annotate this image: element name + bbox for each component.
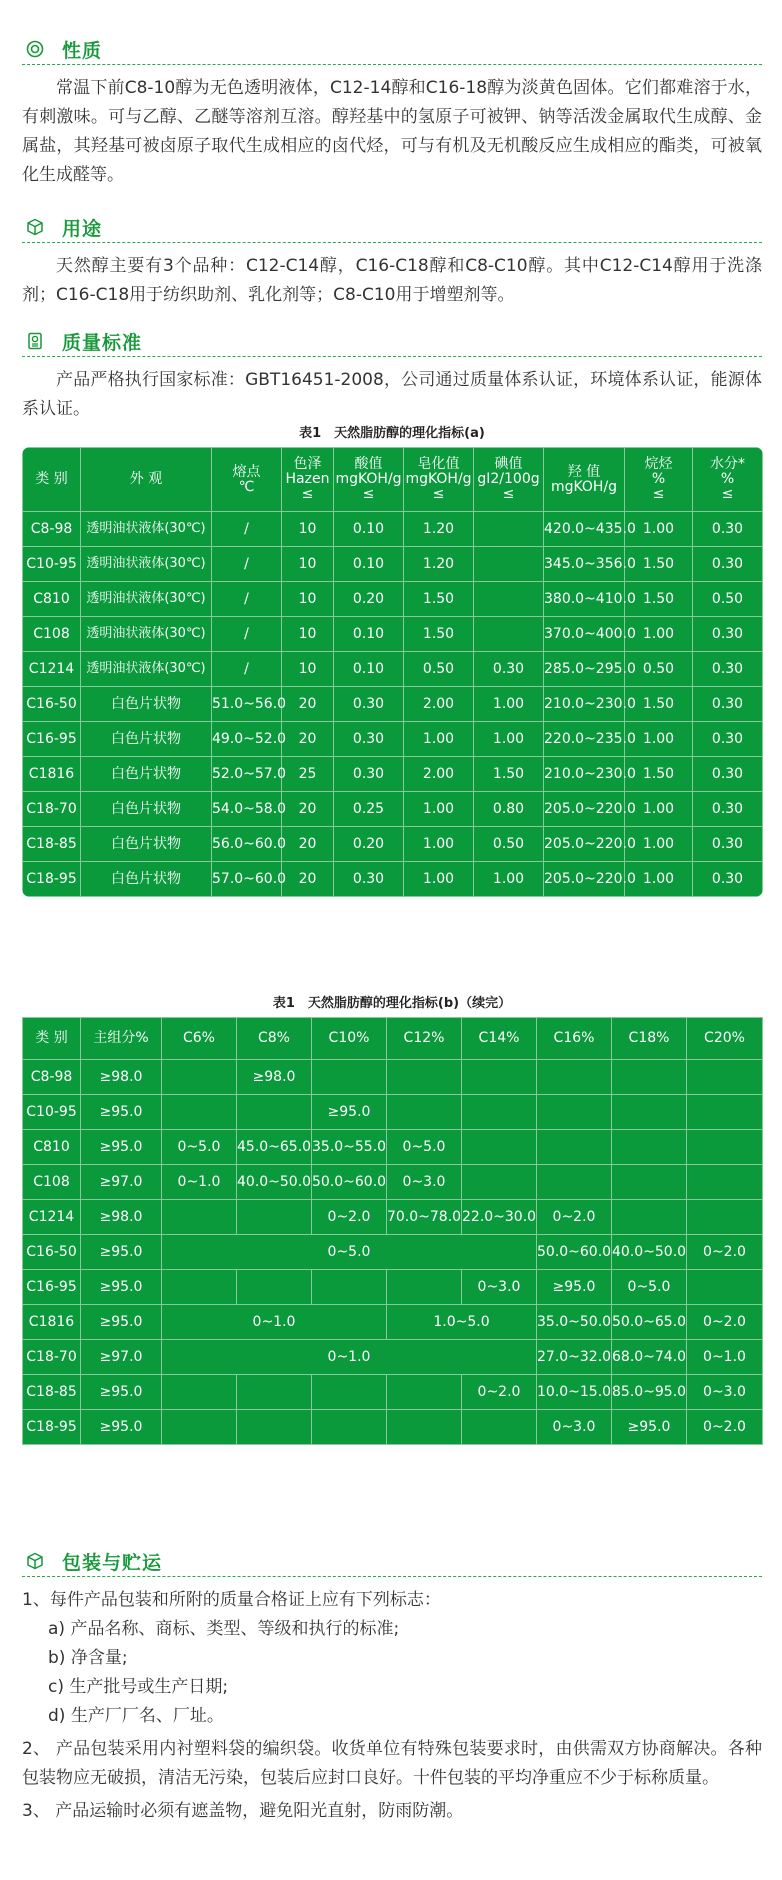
table-cell: 0.30: [693, 687, 763, 722]
table-cell: 1.50: [404, 582, 474, 617]
table-a-caption: 表1 天然脂肪醇的理化指标(a): [299, 426, 485, 441]
table-cell: 0~3.0: [387, 1165, 462, 1200]
section-title: 用途: [62, 218, 103, 240]
table-cell: 205.0~220.0: [544, 862, 625, 897]
column-header: 类 别: [23, 448, 81, 512]
table-cell: 0~5.0: [387, 1130, 462, 1165]
table-cell: 10: [282, 617, 334, 652]
table-cell: ≥97.0: [81, 1340, 162, 1375]
table-cell: [687, 1095, 763, 1130]
table-cell: 白色片状物: [81, 862, 212, 897]
table-cell: 1.00: [625, 827, 693, 862]
table-cell: 370.0~400.0: [544, 617, 625, 652]
table-cell: 56.0~60.0: [212, 827, 282, 862]
table-header-row: [23, 1018, 763, 1060]
table-cell: 0~1.0: [162, 1305, 387, 1340]
row-category: C16-95: [23, 1270, 81, 1305]
table-cell: 20: [282, 792, 334, 827]
quality-text: 产品严格执行国家标准：GBT16451-2008，公司通过质量体系认证，环境体系认证，能源体系认证。: [22, 370, 762, 419]
table-cell: 0.10: [334, 652, 404, 687]
table-cell: 0~2.0: [687, 1235, 763, 1270]
row-category: C16-50: [23, 687, 81, 722]
table-row: [23, 722, 763, 757]
table-cell: 27.0~32.0: [537, 1340, 612, 1375]
section-header-properties: [22, 34, 762, 65]
table-cell: 0~2.0: [462, 1375, 537, 1410]
column-header: C20%: [687, 1018, 763, 1060]
table-row: [23, 1305, 763, 1340]
table-cell: [312, 1375, 387, 1410]
table-cell: ≥95.0: [81, 1095, 162, 1130]
table-cell: 68.0~74.0: [612, 1340, 687, 1375]
table-cell: 0.30: [693, 652, 763, 687]
table-b-caption: 表1 天然脂肪醇的理化指标(b)（续完）: [272, 996, 512, 1011]
table-cell: 0.30: [334, 687, 404, 722]
table-cell: ≥95.0: [81, 1375, 162, 1410]
table-row: [23, 827, 763, 862]
table-cell: 1.00: [625, 792, 693, 827]
packaging-list: [22, 1586, 762, 1826]
table-cell: [537, 1060, 612, 1095]
packaging-item-1: 1、每件产品包装和所附的质量合格证上应有下列标志：: [22, 1590, 441, 1610]
table-cell: [387, 1410, 462, 1445]
table-cell: 49.0~52.0: [212, 722, 282, 757]
table-cell: 0~3.0: [687, 1375, 763, 1410]
table-cell: [312, 1410, 387, 1445]
table-cell: 1.50: [625, 547, 693, 582]
table-cell: 35.0~50.0: [537, 1305, 612, 1340]
table-cell: ≥97.0: [81, 1165, 162, 1200]
table-cell: 205.0~220.0: [544, 792, 625, 827]
row-category: C18-70: [23, 792, 81, 827]
table-cell: [237, 1375, 312, 1410]
table-row: [23, 792, 763, 827]
column-header: 水分* % ≤: [693, 448, 763, 512]
table-cell: 10: [282, 547, 334, 582]
table-row: [23, 1410, 763, 1445]
table-cell: 0.20: [334, 827, 404, 862]
table-cell: 85.0~95.0: [612, 1375, 687, 1410]
table-cell: 285.0~295.0: [544, 652, 625, 687]
table-cell: 透明油状液体(30℃): [81, 547, 212, 582]
table-cell: ≥95.0: [537, 1270, 612, 1305]
table-row: [23, 1060, 763, 1095]
packaging-subitem: c) 生产批号或生产日期;: [48, 1677, 229, 1697]
column-header: C12%: [387, 1018, 462, 1060]
box-icon: [26, 1552, 44, 1570]
table-cell: 1.00: [625, 862, 693, 897]
column-header: C6%: [162, 1018, 237, 1060]
table-cell: 210.0~230.0: [544, 687, 625, 722]
row-category: C8-98: [23, 1060, 81, 1095]
table-cell: [537, 1130, 612, 1165]
table-cell: 22.0~30.0: [462, 1200, 537, 1235]
table-cell: 0.30: [334, 757, 404, 792]
table-cell: 0.30: [474, 652, 544, 687]
table-cell: ≥98.0: [81, 1060, 162, 1095]
table-cell: [462, 1060, 537, 1095]
table-row: [23, 1340, 763, 1375]
table-cell: 1.00: [404, 862, 474, 897]
column-header: C8%: [237, 1018, 312, 1060]
table-cell: 2.00: [404, 687, 474, 722]
table-row: [23, 1165, 763, 1200]
table-cell: /: [212, 652, 282, 687]
table-cell: [462, 1165, 537, 1200]
table-cell: [474, 617, 544, 652]
table-cell: 380.0~410.0: [544, 582, 625, 617]
table-cell: 0.10: [334, 547, 404, 582]
table-cell: 0~5.0: [162, 1235, 537, 1270]
table-cell: [162, 1095, 237, 1130]
table-cell: 70.0~78.0: [387, 1200, 462, 1235]
table-row: [23, 512, 763, 547]
table-cell: 10.0~15.0: [537, 1375, 612, 1410]
column-header: 碘值 gI2/100g ≤: [474, 448, 544, 512]
section-header-packaging: [22, 1546, 762, 1577]
table-cell: [687, 1130, 763, 1165]
table-cell: 0~1.0: [162, 1165, 237, 1200]
table-cell: [612, 1200, 687, 1235]
row-category: C18-95: [23, 1410, 81, 1445]
row-category: C108: [23, 617, 81, 652]
table-a: [22, 447, 763, 897]
table-row: [23, 547, 763, 582]
table-cell: 50.0~65.0: [612, 1305, 687, 1340]
table-cell: [537, 1095, 612, 1130]
table-cell: [537, 1165, 612, 1200]
table-cell: [687, 1200, 763, 1235]
table-cell: 白色片状物: [81, 687, 212, 722]
column-header: 类 别: [23, 1018, 81, 1060]
table-cell: 白色片状物: [81, 792, 212, 827]
cube-icon: [26, 218, 44, 236]
table-cell: 0.30: [693, 512, 763, 547]
table-cell: 0.50: [474, 827, 544, 862]
table-row: [23, 1130, 763, 1165]
table-cell: 1.50: [625, 582, 693, 617]
table-cell: 1.50: [625, 687, 693, 722]
table-row: [23, 582, 763, 617]
table-cell: 1.50: [404, 617, 474, 652]
table-cell: [462, 1095, 537, 1130]
column-header: 熔点 ℃: [212, 448, 282, 512]
table-row: [23, 617, 763, 652]
table-cell: 0.30: [693, 862, 763, 897]
table-cell: 0~1.0: [687, 1340, 763, 1375]
table-cell: ≥95.0: [81, 1270, 162, 1305]
table-cell: 20: [282, 687, 334, 722]
table-cell: 0~2.0: [687, 1410, 763, 1445]
table-cell: [387, 1095, 462, 1130]
table-cell: ≥98.0: [81, 1200, 162, 1235]
table-row: [23, 1095, 763, 1130]
table-cell: 0.30: [693, 827, 763, 862]
table-cell: 40.0~50.0: [612, 1235, 687, 1270]
table-cell: ≥95.0: [81, 1305, 162, 1340]
packaging-subitem: a) 产品名称、商标、类型、等级和执行的标准;: [48, 1619, 400, 1639]
table-cell: 0.30: [693, 617, 763, 652]
column-header: 主组分%: [81, 1018, 162, 1060]
table-cell: 420.0~435.0: [544, 512, 625, 547]
table-cell: 0~2.0: [687, 1305, 763, 1340]
table-cell: [237, 1270, 312, 1305]
table-cell: 1.00: [474, 722, 544, 757]
section-title: 质量标准: [62, 332, 143, 354]
table-row: [23, 1375, 763, 1410]
table-row: [23, 862, 763, 897]
table-cell: [387, 1375, 462, 1410]
table-cell: [237, 1410, 312, 1445]
column-header: 烷烃 % ≤: [625, 448, 693, 512]
table-cell: 1.00: [625, 722, 693, 757]
packaging-item-3: 3、 产品运输时必须有遮盖物，避免阳光直射，防雨防潮。: [22, 1801, 464, 1821]
table-cell: 0.30: [334, 862, 404, 897]
table-cell: 10: [282, 652, 334, 687]
table-cell: 透明油状液体(30℃): [81, 617, 212, 652]
table-cell: 50.0~60.0: [312, 1165, 387, 1200]
column-header: 皂化值 mgKOH/g ≤: [404, 448, 474, 512]
row-category: C18-70: [23, 1340, 81, 1375]
column-header: 外 观: [81, 448, 212, 512]
table-cell: 0~2.0: [537, 1200, 612, 1235]
table-cell: 0.30: [693, 757, 763, 792]
row-category: C8-98: [23, 512, 81, 547]
table-cell: ≥95.0: [612, 1410, 687, 1445]
table-cell: 0.10: [334, 512, 404, 547]
table-cell: [312, 1270, 387, 1305]
table-cell: 0.30: [693, 792, 763, 827]
table-cell: 白色片状物: [81, 827, 212, 862]
table-cell: /: [212, 512, 282, 547]
table-cell: 50.0~60.0: [537, 1235, 612, 1270]
column-header: C14%: [462, 1018, 537, 1060]
table-cell: 52.0~57.0: [212, 757, 282, 792]
table-header-row: [23, 448, 763, 512]
section-header-quality: [22, 326, 762, 357]
table-cell: [687, 1270, 763, 1305]
table-cell: 0~1.0: [162, 1340, 537, 1375]
table-cell: 0.50: [404, 652, 474, 687]
table-cell: 1.00: [404, 792, 474, 827]
table-cell: 2.00: [404, 757, 474, 792]
table-cell: 1.00: [625, 617, 693, 652]
table-cell: [474, 547, 544, 582]
table-cell: 透明油状液体(30℃): [81, 582, 212, 617]
table-cell: 透明油状液体(30℃): [81, 512, 212, 547]
section-header-usage: [22, 212, 762, 243]
row-category: C10-95: [23, 547, 81, 582]
table-cell: 0.50: [625, 652, 693, 687]
section-title: 性质: [62, 40, 103, 62]
table-cell: 0.80: [474, 792, 544, 827]
table-cell: 45.0~65.0: [237, 1130, 312, 1165]
table-cell: 345.0~356.0: [544, 547, 625, 582]
table-cell: 20: [282, 862, 334, 897]
table-cell: 0.30: [334, 722, 404, 757]
table-cell: 0~2.0: [312, 1200, 387, 1235]
column-header: C10%: [312, 1018, 387, 1060]
table-cell: [237, 1200, 312, 1235]
table-cell: 25: [282, 757, 334, 792]
section-title: 包装与贮运: [62, 1552, 163, 1574]
table-cell: 1.00: [404, 722, 474, 757]
properties-text: 常温下前C8-10醇为无色透明液体，C12-14醇和C16-18醇为淡黄色固体。它们都难溶于水，有刺激味。可与乙醇、乙醚等溶剂互溶。醇羟基中的氢原子可被钾、钠等活泼金属取代生成醇、金属盐，其羟基可被卤原子取代生成相应的卤代烃，可与有机及无机酸反应生成相应的酯类，可被氧化生成醛等。: [22, 78, 762, 185]
column-header: 色泽 Hazen ≤: [282, 448, 334, 512]
row-category: C810: [23, 1130, 81, 1165]
table-cell: [162, 1200, 237, 1235]
table-b: [22, 1017, 763, 1445]
table-cell: 白色片状物: [81, 722, 212, 757]
table-cell: [237, 1095, 312, 1130]
row-category: C1214: [23, 1200, 81, 1235]
table-cell: [162, 1270, 237, 1305]
table-cell: 0~3.0: [462, 1270, 537, 1305]
table-row: [23, 1200, 763, 1235]
table-cell: [312, 1060, 387, 1095]
table-cell: 1.20: [404, 547, 474, 582]
table-cell: [162, 1060, 237, 1095]
packaging-item-2: 2、 产品包装采用内衬塑料袋的编织袋。收货单位有特殊包装要求时，由供需双方协商解决。各种包装物应无破损，清洁无污染，包装后应封口良好。十件包装的平均净重应不少于标称质量。: [22, 1739, 762, 1788]
column-header: C16%: [537, 1018, 612, 1060]
row-category: C16-95: [23, 722, 81, 757]
table-cell: 1.50: [474, 757, 544, 792]
row-category: C1214: [23, 652, 81, 687]
table-cell: 20: [282, 722, 334, 757]
table-cell: [387, 1270, 462, 1305]
packaging-subitem: d) 生产厂厂名、厂址。: [48, 1706, 224, 1726]
table-cell: [612, 1165, 687, 1200]
table-cell: [687, 1165, 763, 1200]
table-cell: 0.10: [334, 617, 404, 652]
table-cell: /: [212, 582, 282, 617]
table-cell: 57.0~60.0: [212, 862, 282, 897]
table-cell: ≥95.0: [81, 1235, 162, 1270]
row-category: C810: [23, 582, 81, 617]
table-cell: [687, 1060, 763, 1095]
table-cell: [387, 1060, 462, 1095]
table-cell: 白色片状物: [81, 757, 212, 792]
table-cell: 0~5.0: [612, 1270, 687, 1305]
table-cell: 1.50: [625, 757, 693, 792]
table-cell: 0.30: [693, 547, 763, 582]
table-cell: [612, 1095, 687, 1130]
table-row: [23, 757, 763, 792]
usage-text: 天然醇主要有3个品种：C12-C14醇，C16-C18醇和C8-C10醇。其中C12-C14醇用于洗涤剂；C16-C18用于纺织助剂、乳化剂等；C8-C10用于增塑剂等。: [22, 256, 762, 305]
table-cell: 220.0~235.0: [544, 722, 625, 757]
row-category: C10-95: [23, 1095, 81, 1130]
table-cell: 40.0~50.0: [237, 1165, 312, 1200]
table-cell: 1.0~5.0: [387, 1305, 537, 1340]
table-cell: 51.0~56.0: [212, 687, 282, 722]
table-cell: ≥95.0: [81, 1130, 162, 1165]
table-cell: 10: [282, 512, 334, 547]
table-row: [23, 652, 763, 687]
packaging-subitem: b) 净含量;: [48, 1648, 128, 1668]
row-category: C18-95: [23, 862, 81, 897]
table-cell: [474, 582, 544, 617]
row-category: C16-50: [23, 1235, 81, 1270]
table-cell: /: [212, 617, 282, 652]
table-cell: 205.0~220.0: [544, 827, 625, 862]
table-cell: 1.00: [474, 862, 544, 897]
table-cell: 10: [282, 582, 334, 617]
table-cell: [462, 1130, 537, 1165]
table-cell: 0.20: [334, 582, 404, 617]
table-cell: [162, 1375, 237, 1410]
table-cell: 20: [282, 827, 334, 862]
table-cell: [612, 1060, 687, 1095]
table-row: [23, 1270, 763, 1305]
table-cell: 1.20: [404, 512, 474, 547]
table-cell: ≥95.0: [312, 1095, 387, 1130]
table-cell: 54.0~58.0: [212, 792, 282, 827]
table-cell: ≥95.0: [81, 1410, 162, 1445]
table-cell: [162, 1410, 237, 1445]
table-cell: 1.00: [474, 687, 544, 722]
table-cell: [612, 1130, 687, 1165]
table-cell: 1.00: [625, 512, 693, 547]
row-category: C1816: [23, 1305, 81, 1340]
column-header: 羟 值 mgKOH/g: [544, 448, 625, 512]
table-cell: 0.50: [693, 582, 763, 617]
row-category: C108: [23, 1165, 81, 1200]
table-cell: /: [212, 547, 282, 582]
row-category: C18-85: [23, 1375, 81, 1410]
table-cell: 0.25: [334, 792, 404, 827]
table-cell: [474, 512, 544, 547]
table-row: [23, 687, 763, 722]
column-header: C18%: [612, 1018, 687, 1060]
table-cell: 1.00: [404, 827, 474, 862]
table-cell: 0~5.0: [162, 1130, 237, 1165]
target-icon: [26, 40, 44, 58]
column-header: 酸值 mgKOH/g ≤: [334, 448, 404, 512]
table-cell: 35.0~55.0: [312, 1130, 387, 1165]
table-cell: 0~3.0: [537, 1410, 612, 1445]
table-cell: 0.30: [693, 722, 763, 757]
table-cell: ≥98.0: [237, 1060, 312, 1095]
row-category: C18-85: [23, 827, 81, 862]
table-row: [23, 1235, 763, 1270]
certificate-icon: [26, 332, 44, 350]
row-category: C1816: [23, 757, 81, 792]
table-cell: [462, 1410, 537, 1445]
table-cell: 透明油状液体(30℃): [81, 652, 212, 687]
table-cell: 210.0~230.0: [544, 757, 625, 792]
